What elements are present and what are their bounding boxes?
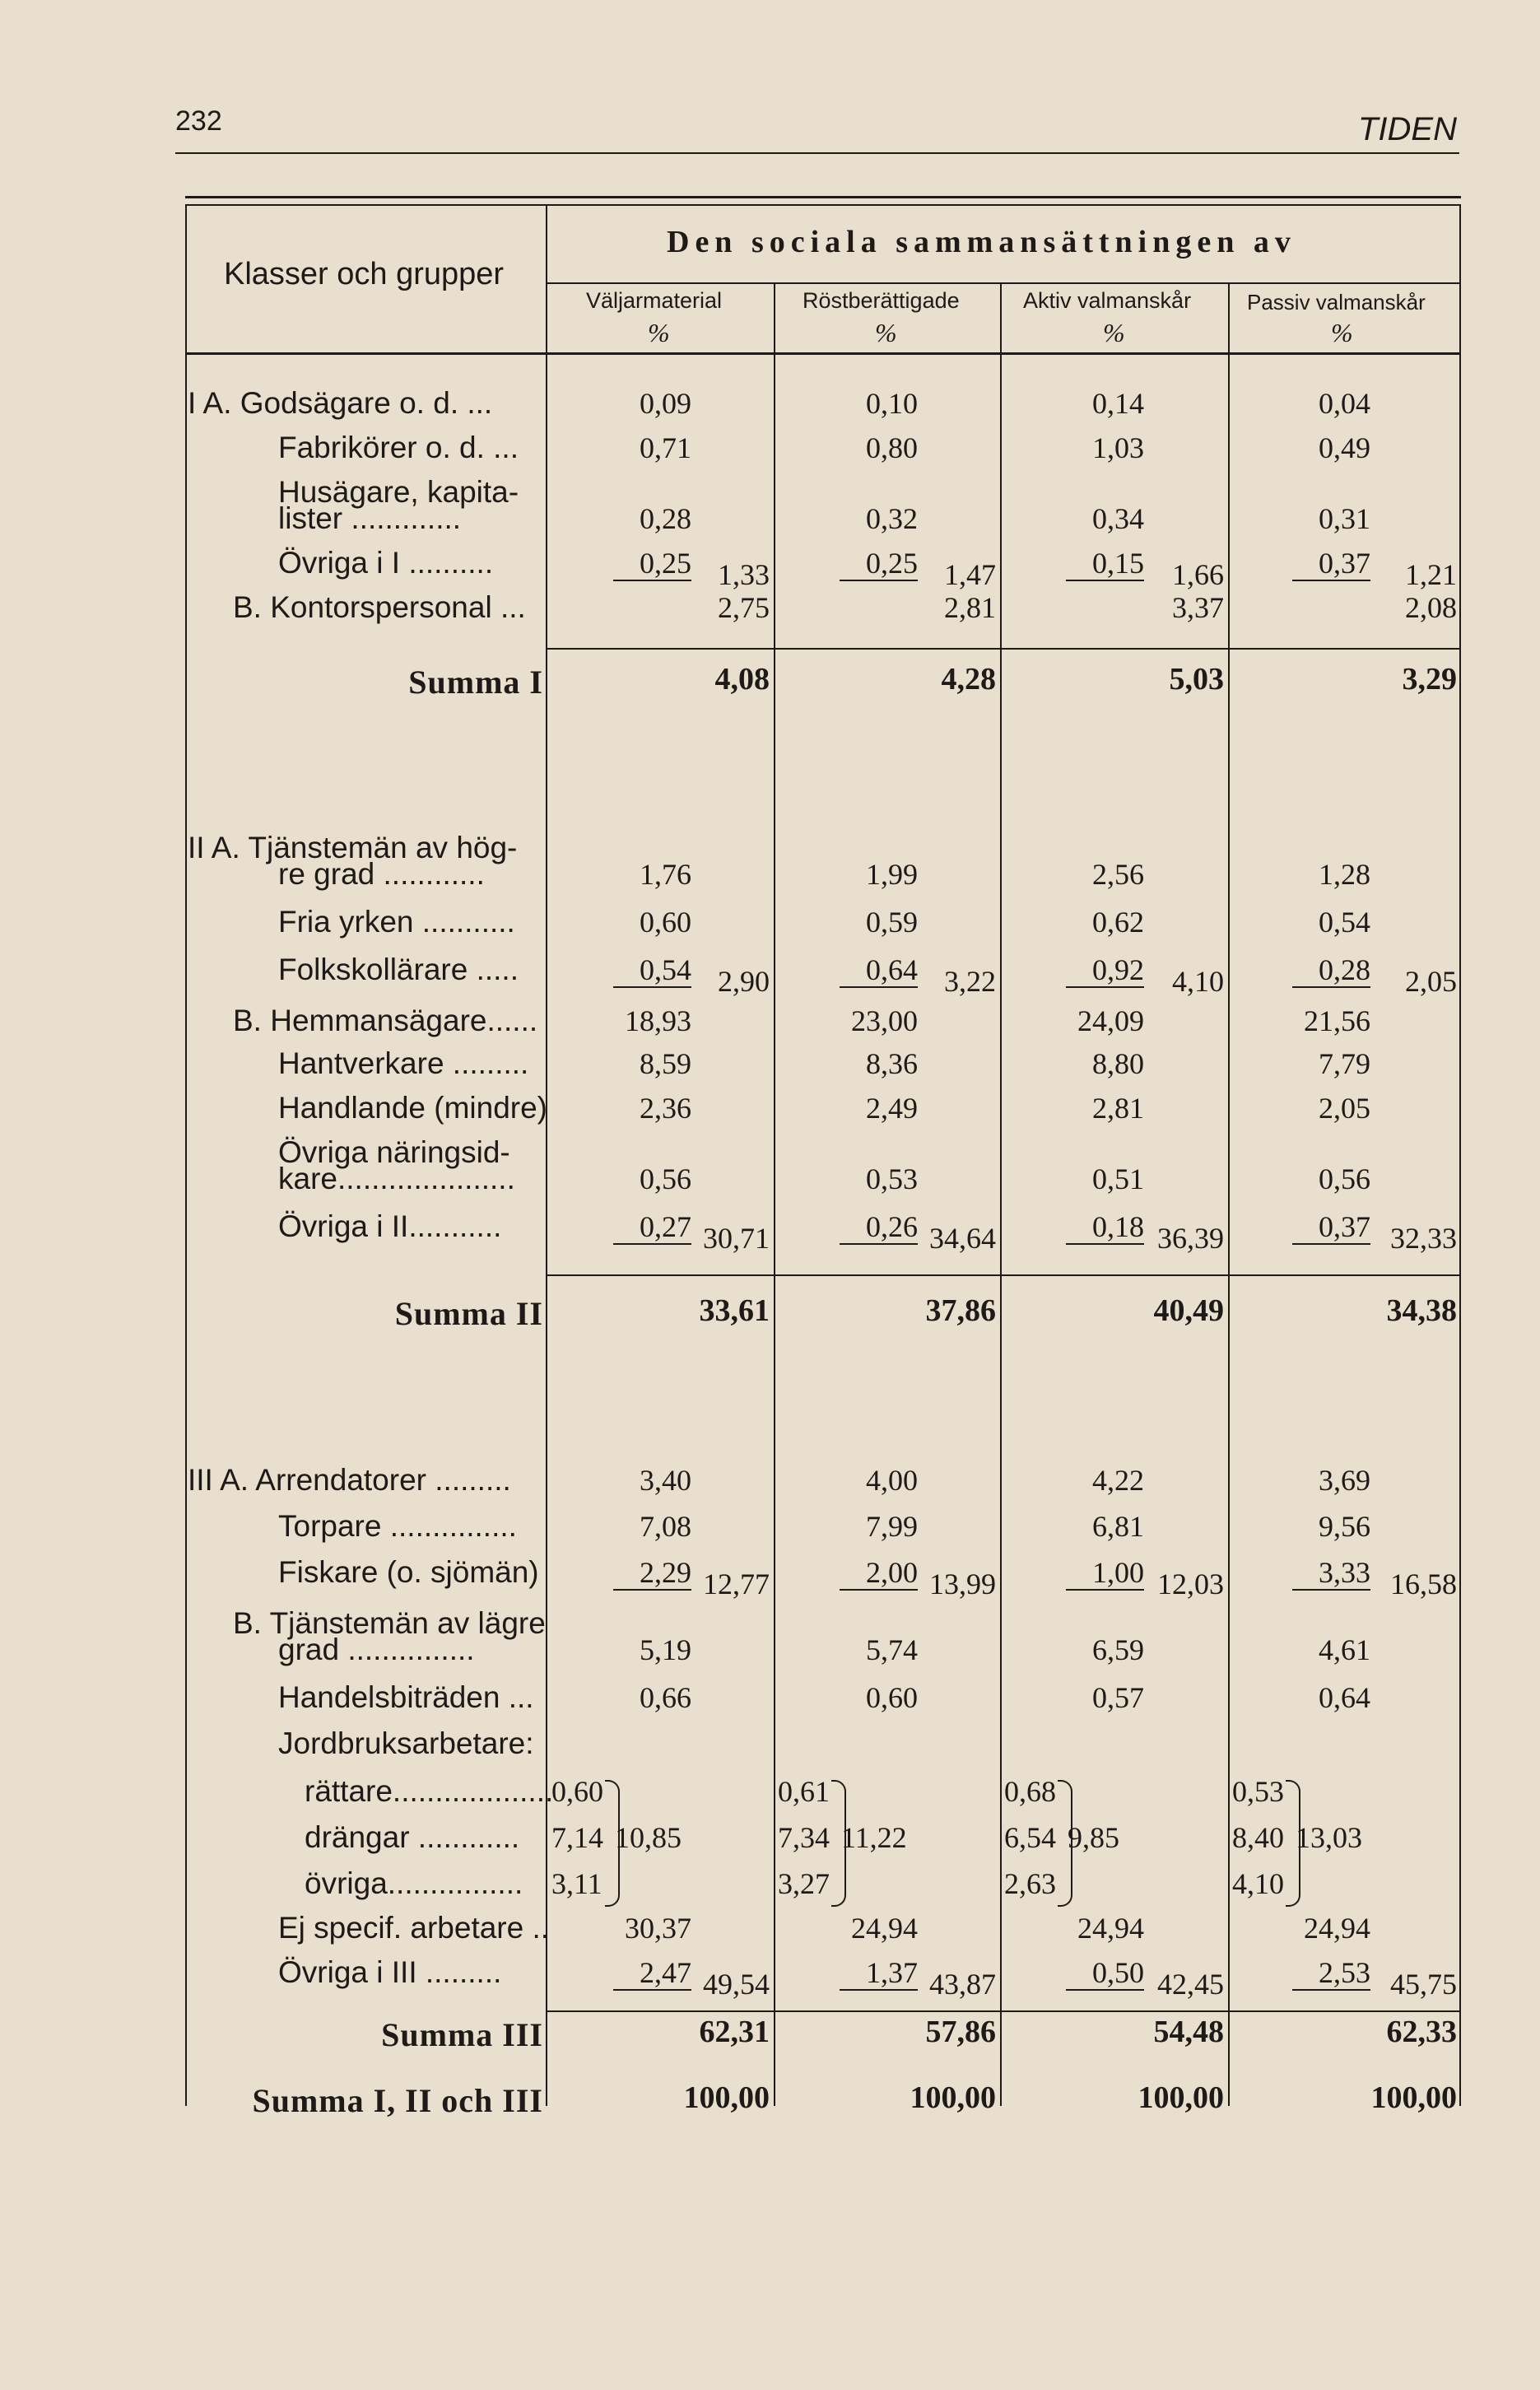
cell-value: 0,54 (613, 953, 691, 988)
col-unit-2: % (875, 318, 897, 347)
cell-value: 0,53 (866, 1162, 918, 1195)
cell-value: 30,37 (625, 1912, 691, 1945)
table-top-rule (185, 196, 1461, 198)
row-label: Fiskare (o. sjömän) (278, 1555, 539, 1589)
row-label: kare..................... (278, 1162, 515, 1195)
farm-subtotal: 9,85 (1068, 1821, 1119, 1854)
subtotal-value: 30,71 (703, 1222, 770, 1255)
cell-value: 24,94 (851, 1912, 918, 1945)
row-label: Övriga i III ......... (278, 1955, 502, 1989)
cell-value: 0,56 (1319, 1162, 1370, 1195)
cell-value: 8,59 (640, 1047, 691, 1080)
summa-ii-value: 34,38 (1386, 1293, 1457, 1328)
subtotal-value: 1,33 (718, 558, 770, 591)
subtotal-value: 43,87 (929, 1968, 996, 2001)
cell-value: 1,28 (1319, 858, 1370, 891)
col-head-aktiv: Aktiv valmanskår (1023, 288, 1192, 313)
header-rule (175, 152, 1459, 154)
cell-value: 1,76 (640, 858, 691, 891)
cell-value: 0,49 (1319, 431, 1370, 464)
farm-value: 7,14 (551, 1821, 603, 1854)
row-label: B. Hemmansägare...... (233, 1004, 538, 1037)
cell-value: 0,60 (640, 906, 691, 939)
group2-rule (547, 1274, 1461, 1276)
subtotal-value: 3,37 (1172, 591, 1224, 624)
cell-value: 2,47 (613, 1956, 691, 1991)
cell-value: 0,32 (866, 502, 918, 535)
farm-row-label: drängar ............ (305, 1820, 520, 1854)
header-bottom-rule (185, 352, 1461, 355)
farm-subtotal: 13,03 (1296, 1821, 1362, 1854)
cell-value: 18,93 (625, 1004, 691, 1037)
subtotal-value: 2,90 (718, 965, 770, 998)
cell-value: 4,61 (1319, 1633, 1370, 1666)
cell-value: 0,57 (1092, 1681, 1144, 1714)
cell-value: 0,26 (840, 1210, 918, 1245)
subtotal-value: 12,77 (703, 1568, 770, 1600)
total-label: Summa I, II och III (252, 2082, 543, 2119)
stub-heading: Klasser och grupper (224, 257, 505, 291)
cell-value: 6,81 (1092, 1510, 1144, 1543)
subtotal-value: 2,08 (1405, 591, 1457, 624)
cell-value: 7,99 (866, 1510, 918, 1543)
subtotal-value: 12,03 (1157, 1568, 1224, 1600)
cell-value: 2,81 (1092, 1092, 1144, 1125)
cell-value: 4,00 (866, 1464, 918, 1497)
cell-value: 2,00 (840, 1556, 918, 1591)
row-label: Torpare ............... (278, 1509, 517, 1543)
cell-value: 0,18 (1066, 1210, 1144, 1245)
cell-value: 6,59 (1092, 1633, 1144, 1666)
subtotal-value: 42,45 (1157, 1968, 1224, 2001)
row-label: B. Kontorspersonal ... (233, 590, 526, 624)
col-rule-3 (1228, 282, 1230, 2106)
cell-value: 3,69 (1319, 1464, 1370, 1497)
row-label: III A. Arrendatorer ......... (188, 1463, 511, 1497)
row-label: lister ............. (278, 501, 462, 535)
subtotal-value: 1,66 (1172, 558, 1224, 591)
col-rule-2 (1000, 282, 1002, 2106)
cell-value: 2,56 (1092, 858, 1144, 891)
cell-value: 0,37 (1292, 1210, 1370, 1245)
cell-value: 21,56 (1304, 1004, 1370, 1037)
farm-value: 6,54 (1004, 1821, 1056, 1854)
group3-rule (547, 2010, 1461, 2012)
subtotal-value: 2,75 (718, 591, 770, 624)
row-label: Handelsbiträden ... (278, 1680, 534, 1714)
cell-value: 24,09 (1077, 1004, 1144, 1037)
cell-value: 0,25 (613, 547, 691, 581)
row-label: I A. Godsägare o. d. ... (188, 386, 493, 420)
farm-value: 3,11 (551, 1867, 603, 1900)
farm-value: 7,34 (778, 1821, 830, 1854)
subtotal-value: 2,05 (1405, 965, 1457, 998)
subtotal-value: 2,81 (944, 591, 996, 624)
cell-value: 0,71 (640, 431, 691, 464)
summa-iii-value: 57,86 (925, 2015, 996, 2049)
farm-value: 0,61 (778, 1775, 830, 1808)
col-head-valjarmaterial: Väljarmaterial (586, 288, 723, 313)
row-label: Övriga näringsid- (278, 1135, 510, 1169)
cell-value: 0,80 (866, 431, 918, 464)
row-label: Husägare, kapita- (278, 475, 519, 509)
cell-value: 4,22 (1092, 1464, 1144, 1497)
summa-iii-label: Summa III (381, 2016, 543, 2053)
cell-value: 5,74 (866, 1633, 918, 1666)
row-label: re grad ............ (278, 857, 485, 891)
col-unit-3: % (1103, 318, 1125, 347)
cell-value: 3,40 (640, 1464, 691, 1497)
summa-i-value: 5,03 (1169, 662, 1224, 697)
cell-value: 0,27 (613, 1210, 691, 1245)
cell-value: 23,00 (851, 1004, 918, 1037)
cell-value: 1,00 (1066, 1556, 1144, 1591)
row-label: Handlande (mindre) (278, 1091, 548, 1125)
summa-iii-value: 62,33 (1386, 2015, 1457, 2049)
summa-i-label: Summa I (408, 664, 543, 701)
farm-row-label: övriga................ (305, 1866, 523, 1900)
subtotal-value: 16,58 (1390, 1568, 1457, 1600)
total-value: 100,00 (1370, 2080, 1457, 2115)
cell-value: 0,60 (866, 1681, 918, 1714)
cell-value: 0,04 (1319, 387, 1370, 420)
cell-value: 8,36 (866, 1047, 918, 1080)
cell-value: 2,29 (613, 1556, 691, 1591)
cell-value: 8,80 (1092, 1047, 1144, 1080)
cell-value: 2,36 (640, 1092, 691, 1125)
subtotal-value: 1,21 (1405, 558, 1457, 591)
row-label: Fria yrken ........... (278, 905, 515, 939)
cell-value: 2,49 (866, 1092, 918, 1125)
cell-value: 0,64 (840, 953, 918, 988)
cell-value: 0,28 (1292, 953, 1370, 988)
running-title: TIDEN (1358, 111, 1457, 147)
summa-i-value: 3,29 (1402, 662, 1457, 697)
cell-value: 0,10 (866, 387, 918, 420)
cell-value: 0,50 (1066, 1956, 1144, 1991)
subtotal-value: 1,47 (944, 558, 996, 591)
summa-i-value: 4,08 (714, 662, 770, 697)
subtotal-value: 32,33 (1390, 1222, 1457, 1255)
cell-value: 1,99 (866, 858, 918, 891)
table-left-rule (185, 204, 187, 2106)
farm-value: 2,63 (1004, 1867, 1056, 1900)
stub-rule (546, 204, 547, 2106)
cell-value: 0,64 (1319, 1681, 1370, 1714)
cell-value: 24,94 (1304, 1912, 1370, 1945)
col-head-passiv: Passiv valmanskår (1247, 290, 1426, 314)
row-label: Fabrikörer o. d. ... (278, 431, 519, 464)
row-label: Jordbruksarbetare: (278, 1726, 534, 1760)
summa-ii-value: 37,86 (925, 1293, 996, 1328)
cell-value: 1,03 (1092, 431, 1144, 464)
cell-value: 2,05 (1319, 1092, 1370, 1125)
summa-iii-value: 54,48 (1153, 2015, 1224, 2049)
row-label: B. Tjänstemän av lägre (233, 1606, 546, 1640)
farm-row-label: rättare................... (305, 1774, 554, 1808)
spanner-rule (547, 282, 1461, 284)
subtotal-value: 36,39 (1157, 1222, 1224, 1255)
cell-value: 2,53 (1292, 1956, 1370, 1991)
spanner-heading: Den sociala sammansättningen av (667, 225, 1296, 259)
cell-value: 3,33 (1292, 1556, 1370, 1591)
cell-value: 0,28 (640, 502, 691, 535)
cell-value: 7,79 (1319, 1047, 1370, 1080)
page-number: 232 (175, 105, 222, 137)
cell-value: 7,08 (640, 1510, 691, 1543)
group1-rule (547, 648, 1461, 650)
row-label: Ej specif. arbetare .. (278, 1911, 550, 1945)
summa-iii-value: 62,31 (699, 2015, 770, 2049)
col-head-rostberattigade: Röstberättigade (803, 288, 960, 313)
total-value: 100,00 (910, 2080, 996, 2115)
subtotal-value: 13,99 (929, 1568, 996, 1600)
cell-value: 0,14 (1092, 387, 1144, 420)
table-right-rule (1459, 204, 1461, 2106)
subtotal-value: 4,10 (1172, 965, 1224, 998)
summa-ii-value: 33,61 (699, 1293, 770, 1328)
summa-i-value: 4,28 (941, 662, 996, 697)
cell-value: 0,54 (1319, 906, 1370, 939)
farm-value: 8,40 (1232, 1821, 1284, 1854)
subtotal-value: 49,54 (703, 1968, 770, 2001)
cell-value: 0,92 (1066, 953, 1144, 988)
cell-value: 0,56 (640, 1162, 691, 1195)
row-label: Övriga i I .......... (278, 546, 494, 580)
cell-value: 0,34 (1092, 502, 1144, 535)
subtotal-value: 3,22 (944, 965, 996, 998)
row-label: II A. Tjänstemän av hög- (188, 831, 518, 864)
row-label: grad ............... (278, 1633, 475, 1666)
summa-ii-label: Summa II (394, 1295, 543, 1332)
total-value: 100,00 (683, 2080, 770, 2115)
farm-value: 4,10 (1232, 1867, 1284, 1900)
row-label: Folkskollärare ..... (278, 953, 519, 986)
cell-value: 0,66 (640, 1681, 691, 1714)
col-unit-1: % (648, 318, 670, 347)
cell-value: 0,51 (1092, 1162, 1144, 1195)
cell-value: 0,25 (840, 547, 918, 581)
subtotal-value: 45,75 (1390, 1968, 1457, 2001)
farm-subtotal: 11,22 (841, 1821, 907, 1854)
cell-value: 24,94 (1077, 1912, 1144, 1945)
col-rule-1 (774, 282, 775, 2106)
cell-value: 9,56 (1319, 1510, 1370, 1543)
summa-ii-value: 40,49 (1153, 1293, 1224, 1328)
cell-value: 0,15 (1066, 547, 1144, 581)
cell-value: 0,37 (1292, 547, 1370, 581)
cell-value: 1,37 (840, 1956, 918, 1991)
farm-value: 3,27 (778, 1867, 830, 1900)
farm-value: 0,53 (1232, 1775, 1284, 1808)
cell-value: 0,09 (640, 387, 691, 420)
col-unit-4: % (1331, 318, 1353, 347)
table-top-rule-2 (185, 204, 1461, 206)
cell-value: 0,62 (1092, 906, 1144, 939)
cell-value: 0,59 (866, 906, 918, 939)
subtotal-value: 34,64 (929, 1222, 996, 1255)
row-label: Övriga i II........... (278, 1209, 502, 1243)
total-value: 100,00 (1138, 2080, 1224, 2115)
cell-value: 0,31 (1319, 502, 1370, 535)
cell-value: 5,19 (640, 1633, 691, 1666)
farm-value: 0,68 (1004, 1775, 1056, 1808)
row-label: Hantverkare ......... (278, 1046, 529, 1080)
farm-value: 0,60 (551, 1775, 603, 1808)
farm-subtotal: 10,85 (615, 1821, 682, 1854)
